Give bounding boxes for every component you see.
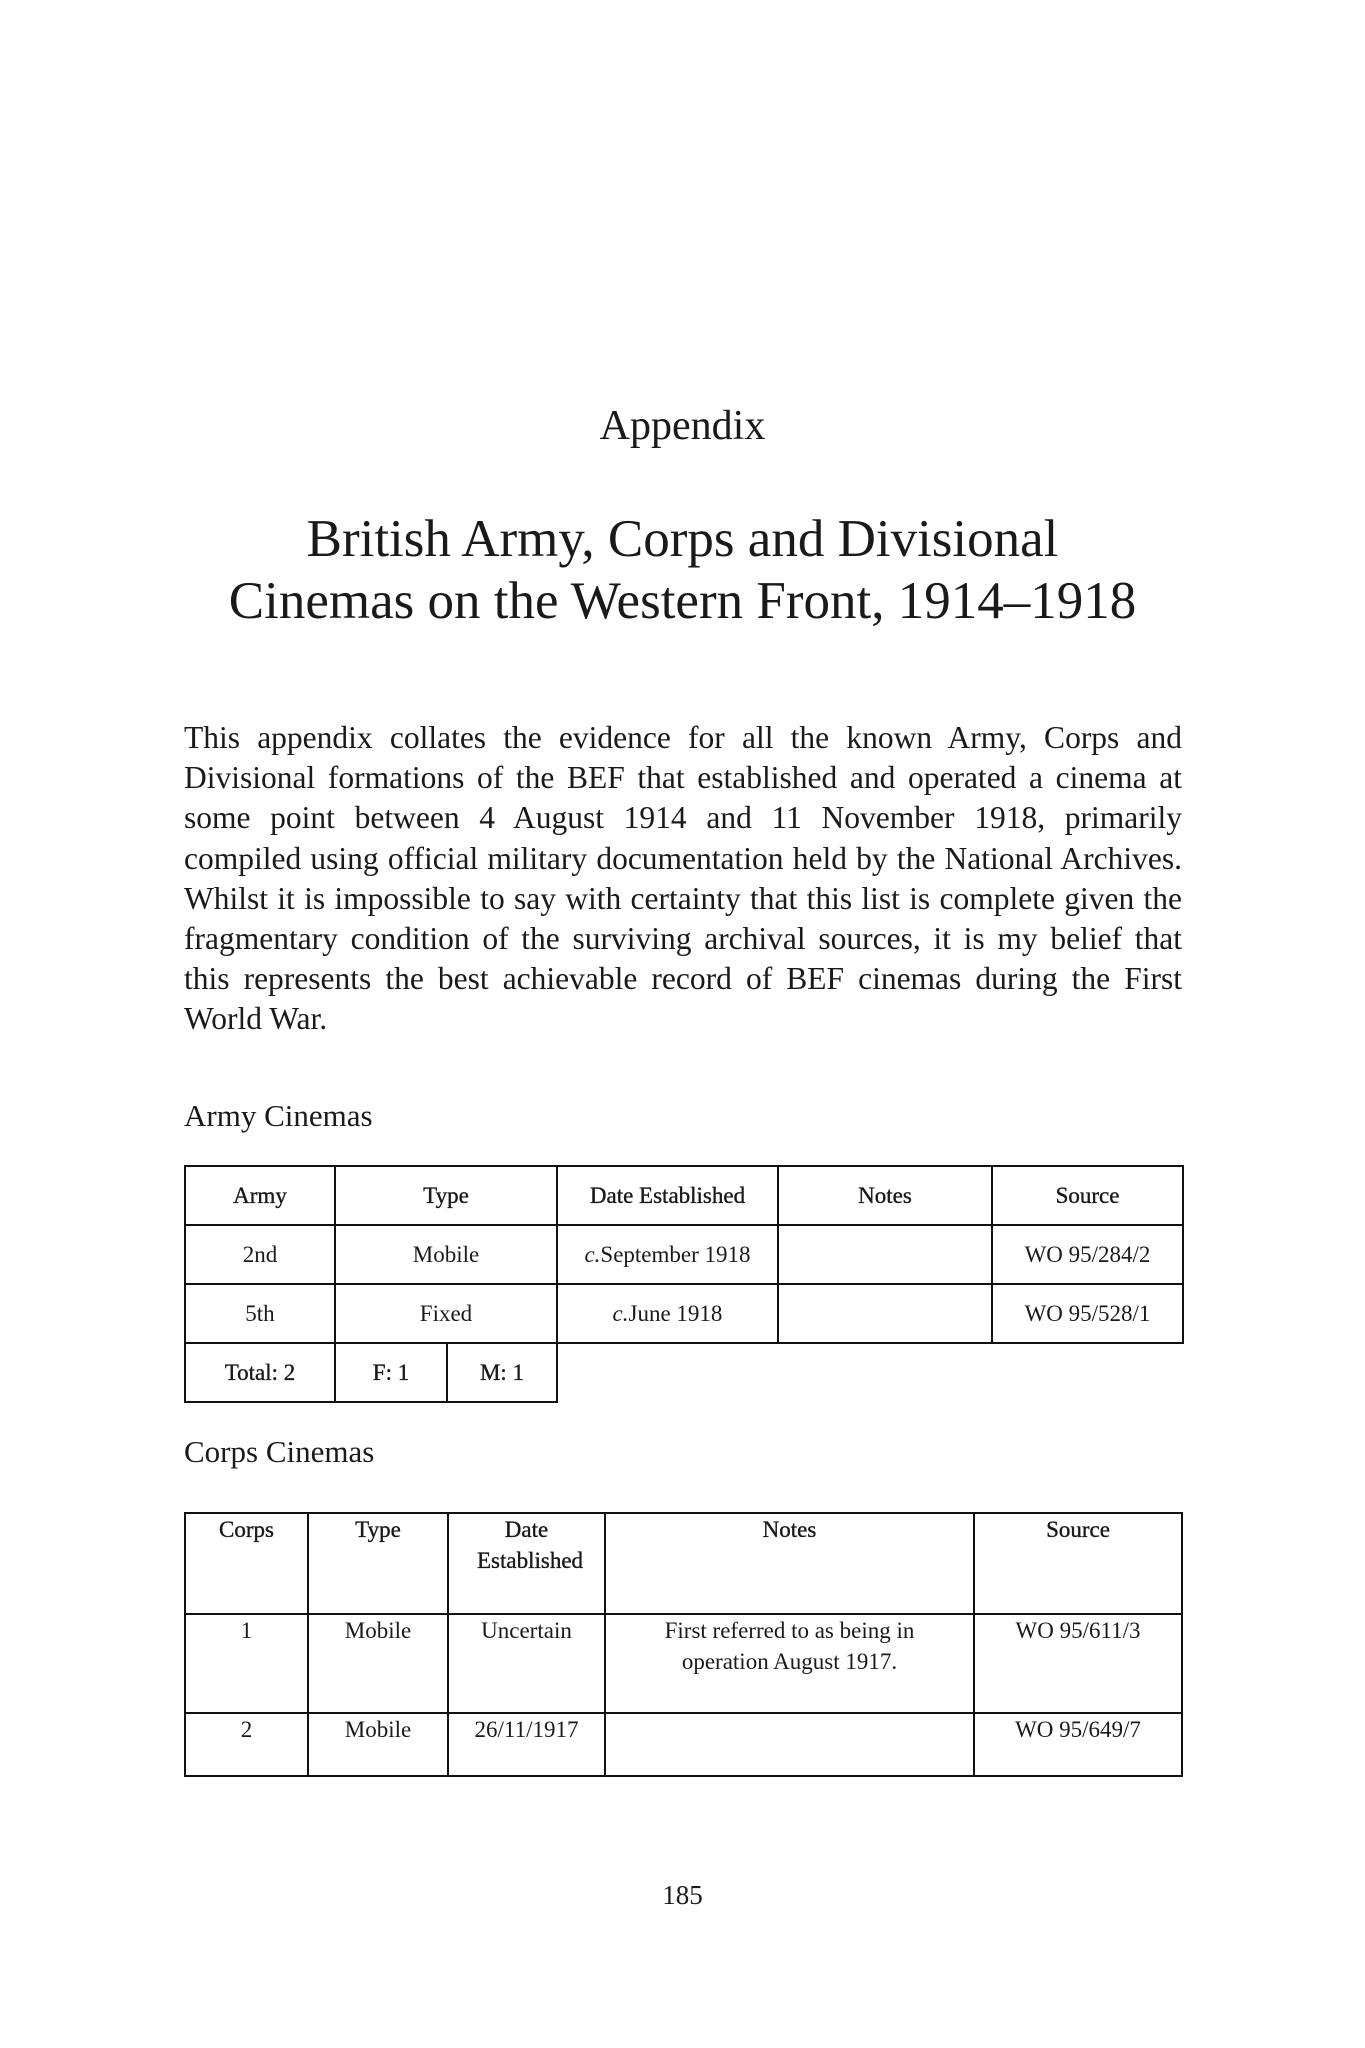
date-value: September 1918 [600, 1241, 751, 1267]
type-cell: Mobile [308, 1614, 448, 1713]
source-cell: WO 95/528/1 [992, 1284, 1183, 1343]
notes-cell [605, 1614, 974, 1713]
circa-prefix: c. [584, 1241, 601, 1267]
date-cell: Uncertain [448, 1614, 605, 1713]
notes-cell [778, 1225, 992, 1284]
army-cell: 2nd [185, 1225, 335, 1284]
table-row [185, 1614, 1182, 1713]
type-cell: Fixed [335, 1284, 557, 1343]
column-header-corps: Corps [185, 1513, 308, 1614]
totals-row [185, 1343, 1183, 1402]
column-header-source: Source [974, 1513, 1182, 1614]
fixed-count: F: 1 [335, 1343, 447, 1402]
column-header-date: Date Established [557, 1166, 778, 1225]
type-cell: Mobile [335, 1225, 557, 1284]
date-header-text: Date Established [477, 1517, 584, 1573]
table-header-row [185, 1513, 1182, 1614]
page-title-line-2: Cinemas on the Western Front, 1914–1918 [228, 572, 1137, 630]
column-header-date [448, 1513, 605, 1614]
column-header-source: Source [992, 1166, 1183, 1225]
source-cell: WO 95/284/2 [992, 1225, 1183, 1284]
table-row [185, 1713, 1182, 1776]
corps-cinemas-table [184, 1512, 1183, 1777]
page-title [0, 508, 1365, 632]
column-header-army: Army [185, 1166, 335, 1225]
table-row [185, 1225, 1183, 1284]
column-header-notes: Notes [605, 1513, 974, 1614]
table-header-row [185, 1166, 1183, 1225]
column-header-type: Type [308, 1513, 448, 1614]
notes-cell [778, 1284, 992, 1343]
army-cinemas-table [184, 1165, 1184, 1403]
total-count: Total: 2 [185, 1343, 335, 1402]
notes-cell [605, 1713, 974, 1776]
empty-cell [557, 1343, 778, 1402]
army-cinemas-heading: Army Cinemas [184, 1098, 373, 1133]
date-cell: 26/11/1917 [448, 1713, 605, 1776]
date-cell [557, 1284, 778, 1343]
empty-cell [992, 1343, 1183, 1402]
page-title-line-1: British Army, Corps and Divisional [306, 510, 1059, 568]
notes-text: First referred to as being in operation August 1917. [664, 1618, 915, 1674]
source-cell: WO 95/649/7 [974, 1713, 1182, 1776]
source-cell: WO 95/611/3 [974, 1614, 1182, 1713]
corps-cinemas-heading: Corps Cinemas [184, 1434, 375, 1469]
mobile-count: M: 1 [447, 1343, 557, 1402]
circa-prefix: c. [612, 1300, 629, 1326]
army-cell: 5th [185, 1284, 335, 1343]
table-row [185, 1284, 1183, 1343]
appendix-label: Appendix [599, 403, 766, 449]
column-header-type: Type [335, 1166, 557, 1225]
corps-cell: 1 [185, 1614, 308, 1713]
column-header-notes: Notes [778, 1166, 992, 1225]
page-number: 185 [662, 1880, 703, 1910]
corps-cell: 2 [185, 1713, 308, 1776]
date-cell [557, 1225, 778, 1284]
date-value: June 1918 [628, 1300, 723, 1326]
type-cell: Mobile [308, 1713, 448, 1776]
intro-paragraph: This appendix collates the evidence for all the known Army, Corps and Divisional formations of the BEF that established and operated a cinema at some point between 4 August 1914 and 11 November 1918, primarily compiled using official military documentation held by the National Archives. Whilst it is impossible to say with certainty that this list is complete given the fragmentary condition of the surviving archival sources, it is my belief that this represents the best achievable record of BEF cinemas during the First World War. [184, 720, 1182, 1037]
empty-cell [778, 1343, 992, 1402]
